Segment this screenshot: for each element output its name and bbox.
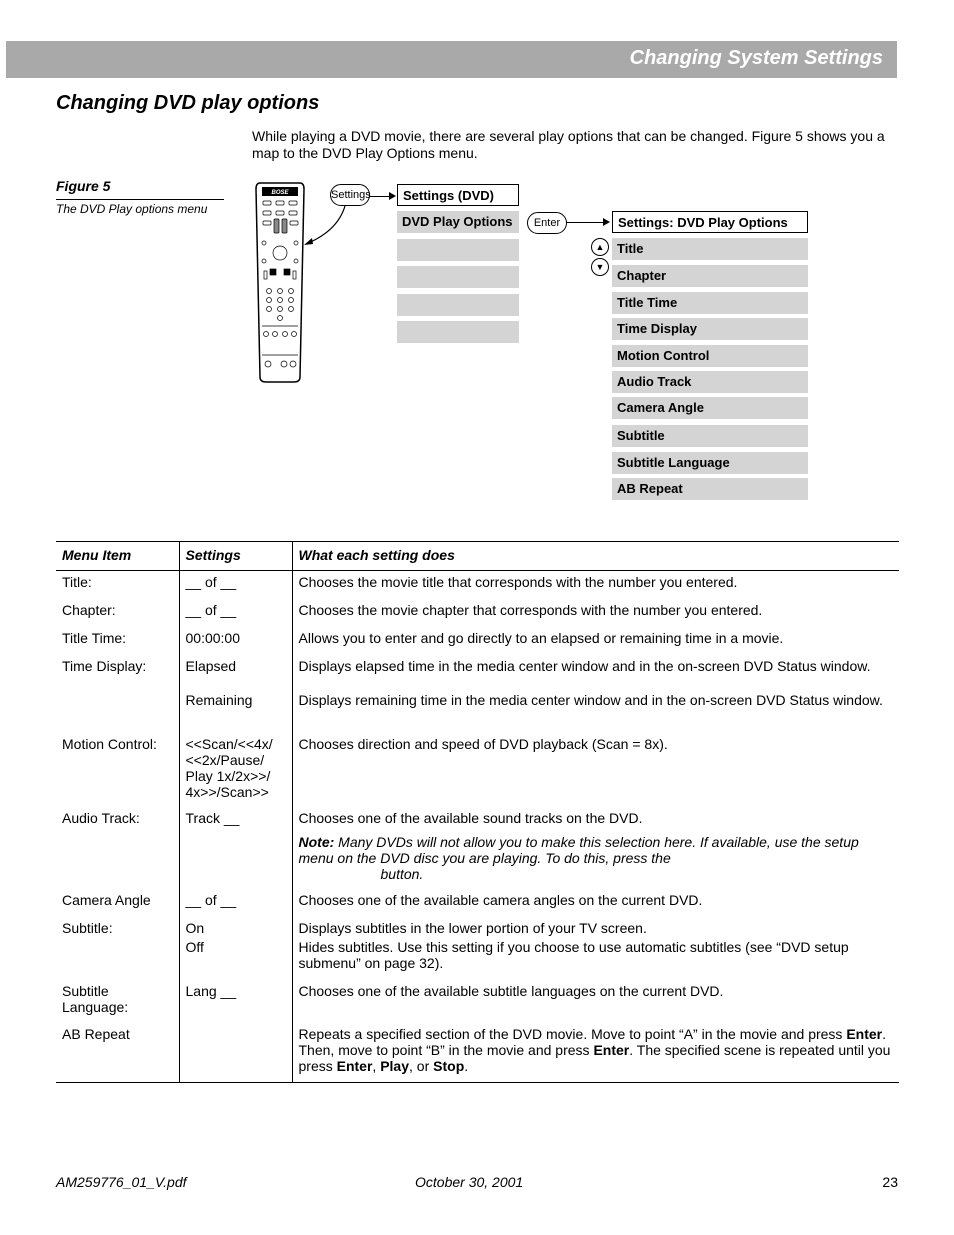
cell-setting bbox=[179, 1026, 292, 1083]
menu-item-subtitle: Subtitle bbox=[612, 425, 808, 447]
cell-desc bbox=[292, 658, 899, 736]
desc-bold: Enter bbox=[593, 1042, 630, 1058]
menu-item-subtitle-language: Subtitle Language bbox=[612, 452, 808, 474]
play-options-title-box: Settings: DVD Play Options bbox=[612, 211, 808, 233]
footer-filename: AM259776_01_V.pdf bbox=[56, 1174, 187, 1190]
remote-control-illustration bbox=[254, 181, 306, 384]
cell-item: Motion Control: bbox=[62, 736, 157, 752]
desc-text: Repeats a specified section of the DVD movie. Move to point “A” in the movie and press bbox=[298, 1026, 847, 1042]
desc-text: , or bbox=[409, 1058, 434, 1074]
arrow-right-icon bbox=[603, 218, 610, 226]
note-text: Many DVDs will not allow you to make this selection here. If available, use the setup menu on the DVD disc you are playing. To do this, press the bbox=[298, 834, 859, 866]
cell-desc: Chooses one of the available camera angles on the current DVD. bbox=[292, 892, 899, 920]
menu-item-title: Title bbox=[612, 238, 808, 260]
figure-label: Figure 5 bbox=[56, 178, 111, 194]
arrow-line bbox=[567, 222, 605, 223]
col-header-settings: Settings bbox=[179, 542, 292, 571]
setting-on: On bbox=[185, 920, 205, 936]
cell-setting: Lang __ bbox=[179, 983, 292, 1026]
desc-text: , bbox=[372, 1058, 381, 1074]
cell-setting bbox=[179, 658, 292, 736]
down-arrow-icon: ▼ bbox=[591, 258, 609, 276]
figure-caption: The DVD Play options menu bbox=[56, 202, 208, 216]
arrow-right-icon bbox=[389, 192, 396, 200]
cell-desc: Chooses one of the available subtitle languages on the current DVD. bbox=[292, 983, 899, 1026]
cell-item: Subtitle Language: bbox=[62, 983, 129, 1015]
cell-desc bbox=[292, 920, 899, 983]
col-header-description: What each setting does bbox=[292, 542, 899, 571]
page-heading: Changing DVD play options bbox=[56, 92, 320, 114]
cell-item: Audio Track: bbox=[62, 810, 140, 826]
desc-audio: Chooses one of the available sound tracks on the DVD. bbox=[298, 810, 643, 826]
note-end: button. bbox=[380, 866, 424, 882]
table-row bbox=[56, 1026, 899, 1083]
cell-setting bbox=[179, 920, 292, 983]
table-row bbox=[56, 983, 899, 1026]
cell-item: Title Time: bbox=[62, 630, 127, 646]
desc-text: . The specified scene is repeated until you press bbox=[298, 1042, 891, 1074]
setting-elapsed: Elapsed bbox=[185, 658, 237, 674]
desc-bold: Enter bbox=[846, 1026, 883, 1042]
cell-setting: __ of __ bbox=[179, 602, 292, 630]
menu-item-ab-repeat: AB Repeat bbox=[612, 478, 808, 500]
col-header-menu-item: Menu Item bbox=[56, 542, 179, 571]
enter-button-icon: Enter bbox=[527, 212, 567, 234]
table-row bbox=[56, 892, 899, 920]
cell-desc: Allows you to enter and go directly to an elapsed or remaining time in a movie. bbox=[292, 630, 899, 658]
desc-text: . bbox=[464, 1058, 469, 1074]
cell-setting: __ of __ bbox=[179, 571, 292, 603]
intro-paragraph: While playing a DVD movie, there are several play options that can be changed. Figure 5 shows you a map to the DVD Play Options menu. bbox=[252, 128, 885, 161]
menu-item-camera-angle: Camera Angle bbox=[612, 397, 808, 419]
cell-setting: __ of __ bbox=[179, 892, 292, 920]
cell-item: Title: bbox=[62, 574, 92, 590]
table-row bbox=[56, 658, 899, 736]
arrow-line bbox=[370, 196, 390, 197]
remote-brand-logo: BOSE bbox=[271, 190, 289, 196]
settings-button-icon: Settings bbox=[330, 184, 370, 206]
menu-item-motion-control: Motion Control bbox=[612, 345, 808, 367]
cell-item: Time Display: bbox=[62, 658, 147, 674]
cell-item: Camera Angle bbox=[62, 892, 151, 908]
table-row bbox=[56, 920, 899, 983]
desc-bold: Enter bbox=[336, 1058, 373, 1074]
cell-item: Chapter: bbox=[62, 602, 116, 618]
settings-table bbox=[56, 541, 899, 1083]
desc-remaining: Displays remaining time in the media center window and in the on-screen DVD Status window. bbox=[298, 692, 883, 708]
section-title: Changing System Settings bbox=[629, 47, 883, 69]
cell-setting: 00:00:00 bbox=[179, 630, 292, 658]
menu-item-audio-track: Audio Track bbox=[612, 371, 808, 393]
footer-date: October 30, 2001 bbox=[415, 1174, 524, 1190]
note-label: Note: bbox=[298, 834, 335, 850]
cell-desc: Chooses direction and speed of DVD playback (Scan = 8x). bbox=[292, 736, 899, 810]
dvd-play-options-box: DVD Play Options bbox=[397, 211, 519, 233]
table-row bbox=[56, 810, 899, 892]
setting-off: Off bbox=[185, 939, 204, 955]
desc-bold: Stop bbox=[433, 1058, 465, 1074]
blank-menu-box bbox=[397, 239, 519, 261]
up-arrow-icon: ▲ bbox=[591, 238, 609, 256]
cell-desc bbox=[292, 810, 899, 892]
blank-menu-box bbox=[397, 294, 519, 316]
setting-remaining: Remaining bbox=[185, 692, 253, 708]
cell-setting: <<Scan/<<4x/ <<2x/Pause/ Play 1x/2x>>/ 4x>>/Scan>> bbox=[179, 736, 292, 810]
menu-item-chapter: Chapter bbox=[612, 265, 808, 287]
audio-note bbox=[299, 834, 894, 892]
cell-item: AB Repeat bbox=[56, 1026, 179, 1083]
settings-dvd-box: Settings (DVD) bbox=[397, 184, 519, 206]
cell-desc: Chooses the movie title that corresponds with the number you entered. bbox=[292, 571, 899, 603]
figure-rule bbox=[56, 199, 224, 200]
blank-menu-box bbox=[397, 266, 519, 288]
footer-page-number: 23 bbox=[882, 1174, 898, 1190]
table-row bbox=[56, 630, 899, 658]
menu-item-title-time: Title Time bbox=[612, 292, 808, 314]
desc-bold: Play bbox=[380, 1058, 410, 1074]
cell-item: Subtitle: bbox=[62, 920, 113, 936]
section-header-bar bbox=[6, 41, 897, 78]
table-row bbox=[56, 602, 899, 630]
settings-leader-line bbox=[300, 200, 350, 250]
cell-desc bbox=[292, 1026, 899, 1083]
blank-menu-box bbox=[397, 321, 519, 343]
table-row bbox=[56, 571, 899, 603]
desc-on: Displays subtitles in the lower portion of your TV screen. bbox=[298, 920, 647, 936]
table-row bbox=[56, 736, 899, 810]
desc-elapsed: Displays elapsed time in the media center window and in the on-screen DVD Status window. bbox=[298, 658, 871, 674]
cell-desc: Chooses the movie chapter that corresponds with the number you entered. bbox=[292, 602, 899, 630]
cell-setting: Track __ bbox=[179, 810, 292, 892]
desc-text: . Then, move to point “B” in the movie and press bbox=[298, 1026, 887, 1058]
menu-item-time-display: Time Display bbox=[612, 318, 808, 340]
table-header-row bbox=[56, 542, 899, 571]
desc-off: Hides subtitles. Use this setting if you choose to use automatic subtitles (see “DVD setup submenu” on page 32). bbox=[298, 939, 849, 971]
